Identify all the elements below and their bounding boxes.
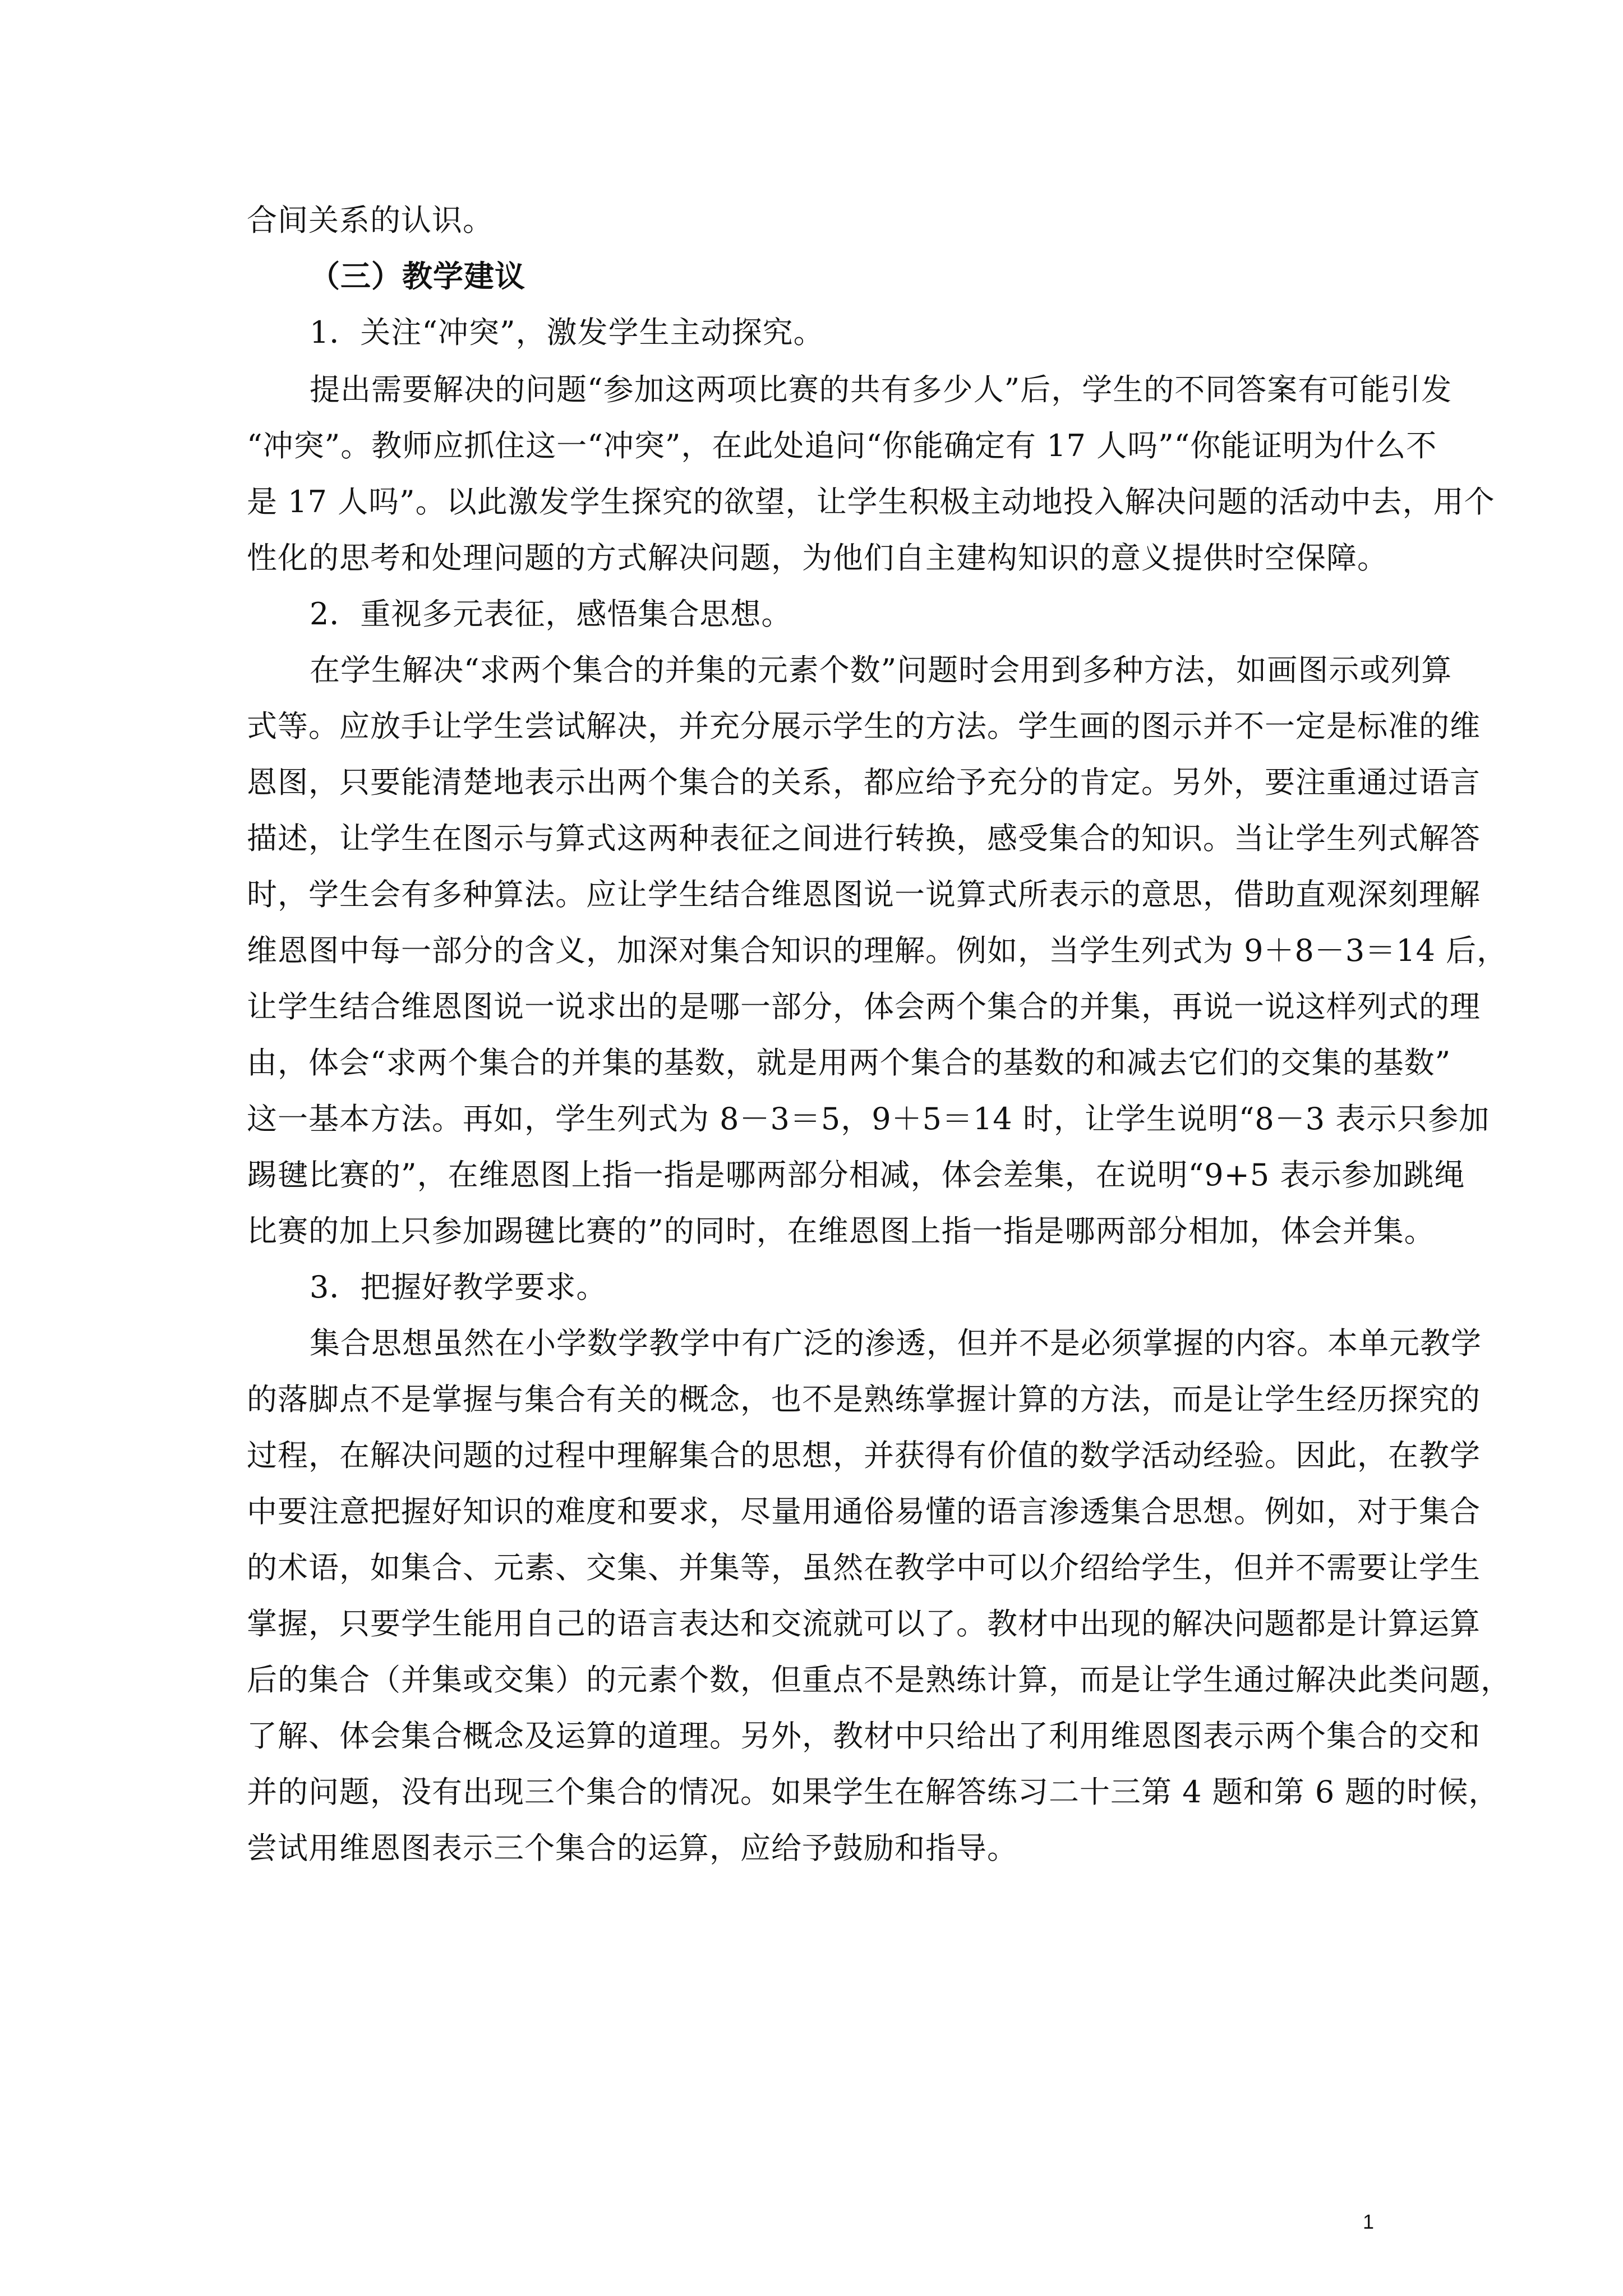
paragraph-line: 集合思想虽然在小学数学教学中有广泛的渗透，但并不是必须掌握的内容。本单元教学 xyxy=(310,1326,1482,1361)
paragraph-line: 时，学生会有多种算法。应让学生结合维恩图说一说算式所表示的意思，借助直观深刻理解 xyxy=(247,877,1481,912)
section-heading: （三）教学建议 xyxy=(310,258,525,294)
paragraph-line: 比赛的加上只参加踢毽比赛的”的同时，在维恩图上指一指是哪两部分相加，体会并集。 xyxy=(247,1213,1435,1249)
paragraph-line: 合间关系的认识。 xyxy=(247,203,494,238)
subsection-heading: 2．重视多元表征，感悟集合思想。 xyxy=(310,596,792,632)
paragraph-line: 描述，让学生在图示与算式这两种表征之间进行转换，感受集合的知识。当让学生列式解答 xyxy=(247,821,1481,856)
paragraph-line: 在学生解决“求两个集合的并集的元素个数”问题时会用到多种方法，如画图示或列算 xyxy=(310,652,1453,688)
paragraph-line: 后的集合（并集或交集）的元素个数，但重点不是熟练计算，而是让学生通过解决此类问题， xyxy=(247,1662,1511,1697)
paragraph-line: 提出需要解决的问题“参加这两项比赛的共有多少人”后，学生的不同答案有可能引发 xyxy=(310,372,1453,407)
paragraph-line: 的落脚点不是掌握与集合有关的概念，也不是熟练掌握计算的方法，而是让学生经历探究的 xyxy=(247,1382,1481,1417)
page-number: 1 xyxy=(1363,2210,1375,2233)
paragraph-line: “冲突”。教师应抓住这一“冲突”，在此处追问“你能确定有 17 人吗”“你能证明为什么不 xyxy=(247,428,1437,463)
paragraph-line: 式等。应放手让学生尝试解决，并充分展示学生的方法。学生画的图示并不一定是标准的维 xyxy=(247,708,1481,744)
paragraph-line: 恩图，只要能清楚地表示出两个集合的关系，都应给予充分的肯定。另外，要注重通过语言 xyxy=(247,765,1481,800)
paragraph-line: 踢毽比赛的”，在维恩图上指一指是哪两部分相减，体会差集，在说明“9+5 表示参加跳绳 xyxy=(247,1157,1465,1193)
paragraph-line: 这一基本方法。再如，学生列式为 8－3＝5，9＋5＝14 时，让学生说明“8－3 表示只参加 xyxy=(247,1101,1490,1137)
paragraph-line: 过程，在解决问题的过程中理解集合的思想，并获得有价值的数学活动经验。因此，在教学 xyxy=(247,1438,1481,1473)
paragraph-line: 维恩图中每一部分的含义，加深对集合知识的理解。例如，当学生列式为 9＋8－3＝14 后， xyxy=(247,933,1508,968)
subsection-heading: 1．关注“冲突”，激发学生主动探究。 xyxy=(310,315,824,350)
paragraph-line: 并的问题，没有出现三个集合的情况。如果学生在解答练习二十三第 4 题和第 6 题的时候， xyxy=(247,1774,1500,1810)
paragraph-line: 中要注意把握好知识的难度和要求，尽量用通俗易懂的语言渗透集合思想。例如，对于集合 xyxy=(247,1494,1481,1529)
paragraph-line: 由，体会“求两个集合的并集的基数，就是用两个集合的基数的和减去它们的交集的基数” xyxy=(247,1045,1451,1080)
paragraph-line: 尝试用维恩图表示三个集合的运算，应给予鼓励和指导。 xyxy=(247,1830,1018,1866)
paragraph-line: 性化的思考和处理问题的方式解决问题，为他们自主建构知识的意义提供时空保障。 xyxy=(247,540,1388,576)
paragraph-line: 让学生结合维恩图说一说求出的是哪一部分，体会两个集合的并集，再说一说这样列式的理 xyxy=(247,989,1481,1024)
subsection-heading: 3．把握好教学要求。 xyxy=(310,1269,607,1305)
paragraph-line: 是 17 人吗”。以此激发学生探究的欲望，让学生积极主动地投入解决问题的活动中去，用个 xyxy=(247,484,1495,519)
paragraph-line: 了解、体会集合概念及运算的道理。另外，教材中只给出了利用维恩图表示两个集合的交和 xyxy=(247,1718,1481,1754)
paragraph-line: 的术语，如集合、元素、交集、并集等，虽然在教学中可以介绍给学生，但并不需要让学生 xyxy=(247,1550,1481,1585)
paragraph-line: 掌握，只要学生能用自己的语言表达和交流就可以了。教材中出现的解决问题都是计算运算 xyxy=(247,1606,1481,1641)
